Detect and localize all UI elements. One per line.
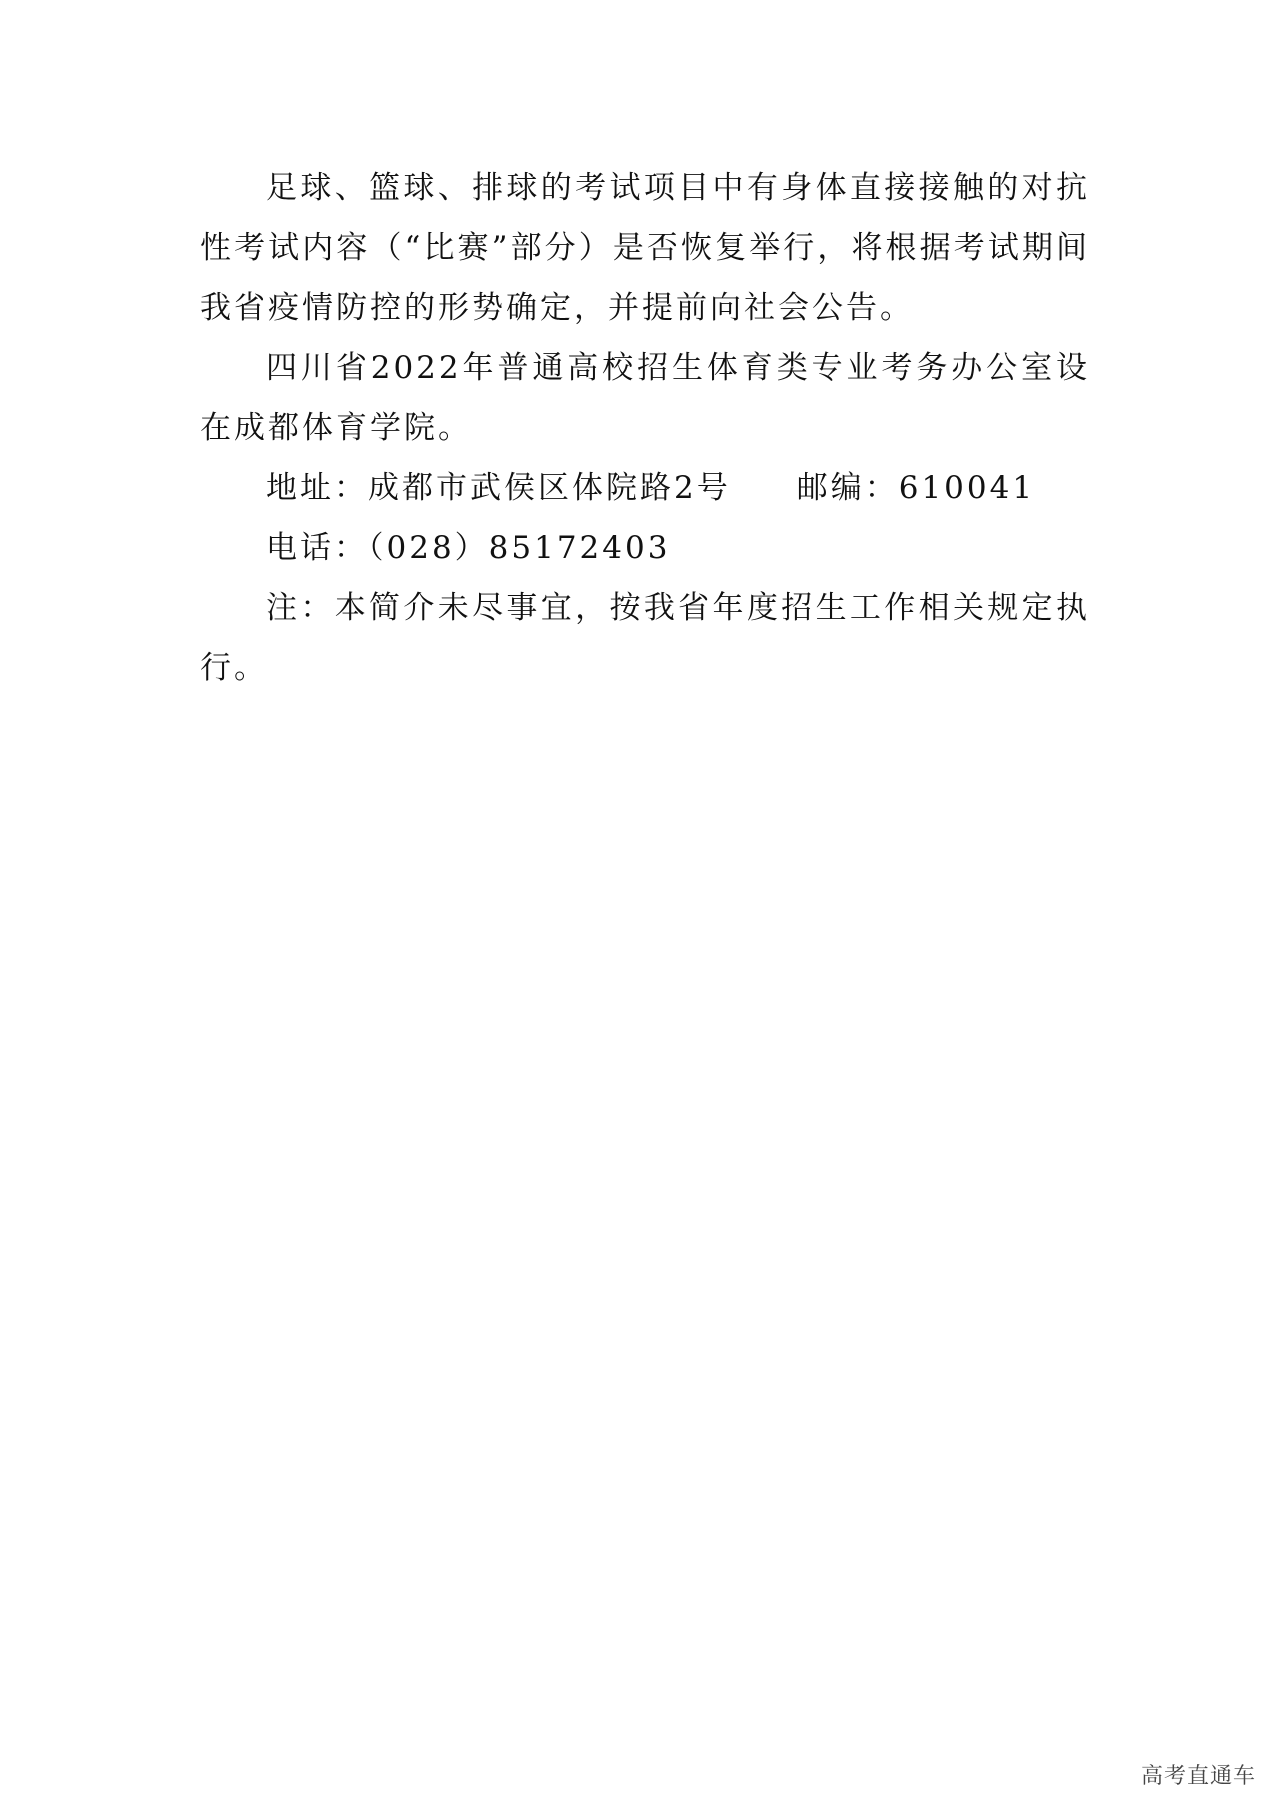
paragraph-competition-notice: 足球、篮球、排球的考试项目中有身体直接接触的对抗性考试内容（“比赛”部分）是否恢复举行，将根据考试期间我省疫情防控的形势确定，并提前向社会公告。	[200, 170, 1090, 326]
paragraph-note: 注：本简介未尽事宜，按我省年度招生工作相关规定执行。	[200, 590, 1090, 686]
address-line	[200, 458, 1090, 518]
paragraph-exam-office: 四川省2022年普通高校招生体育类专业考务办公室设在成都体育学院。	[200, 350, 1090, 446]
address-text: 地址：成都市武侯区体院路2号	[266, 470, 731, 506]
document-body	[200, 158, 1090, 698]
watermark-text: 高考直通车	[1140, 1764, 1256, 1789]
postcode-text: 邮编：610041	[796, 470, 1036, 506]
phone-line	[200, 518, 1090, 578]
phone-text: 电话：（028）85172403	[266, 530, 671, 566]
